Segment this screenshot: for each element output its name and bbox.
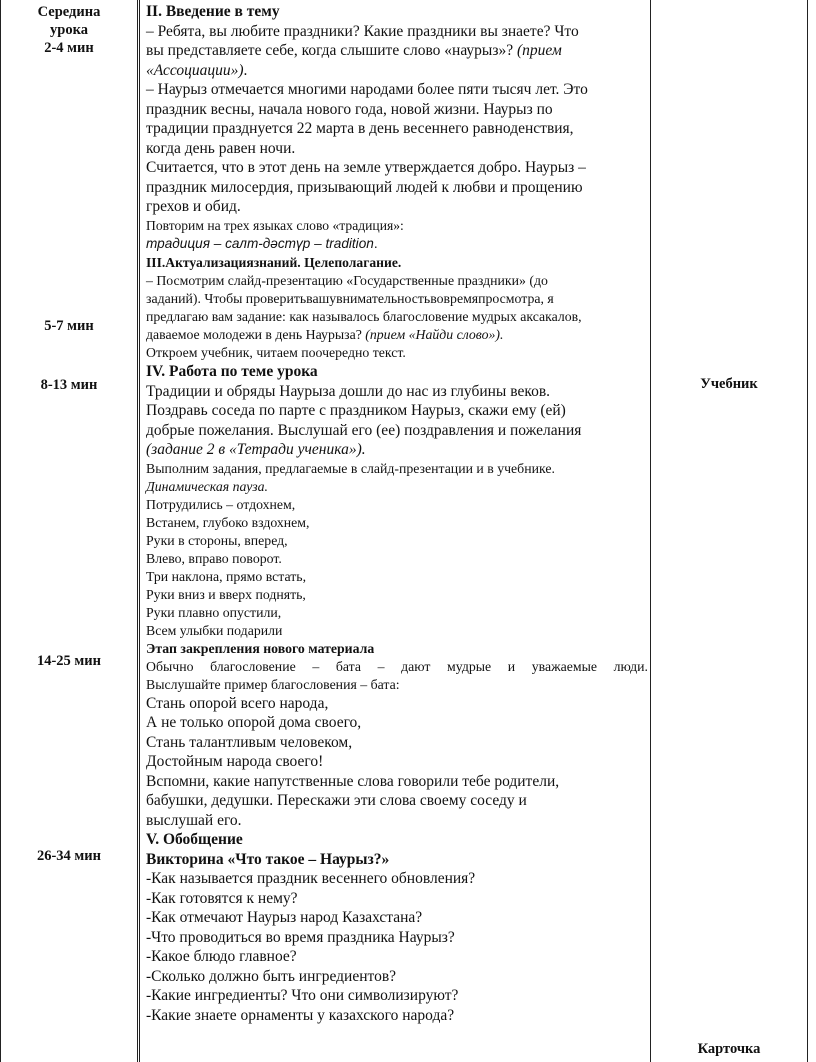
- text-line: (задание 2 в «Тетради ученика»).: [146, 441, 366, 458]
- section-heading-consolidation: Этап закрепления нового материала: [146, 640, 375, 656]
- quiz-question: -Какие знаете орнаменты у казахского народа?: [146, 1006, 455, 1024]
- text-line: Традиции и обряды Наурыза дошли до нас из глубины веков.: [146, 382, 551, 400]
- poem-line: Потрудились – отдохнем,: [146, 496, 296, 512]
- text-line: предлагаю вам задание: как называлось благословение мудрых аксакалов,: [146, 309, 582, 324]
- stage-header: [2, 3, 136, 57]
- quiz-question: -Сколько должно быть ингредиентов?: [146, 967, 397, 985]
- poem-line: Три наклона, прямо встать,: [146, 568, 307, 584]
- text-line: Обычно благословение – бата – дают мудрые и уважаемые люди.: [146, 658, 648, 674]
- blessing-line: Достойным народа своего!: [146, 753, 324, 770]
- text-line: Вспомни, какие напутственные слова говорили тебе родители,: [146, 772, 560, 790]
- section-heading-actualization: III.Актуализациязнаний. Целеполагание.: [146, 254, 402, 270]
- text-line: заданий). Чтобы проверитьвашувнимательностьвовремяпросмотра, я: [146, 291, 554, 306]
- quiz-question: -Как готовятся к нему?: [146, 889, 298, 907]
- text-line: Повторим на трех языках слово «традиция»:: [146, 217, 404, 233]
- table-border-left: [0, 0, 1, 1062]
- quiz-question: -Какое блюдо главное?: [146, 948, 297, 965]
- text-line: праздник весны, начала нового года, новой жизни. Наурыз по: [146, 100, 553, 118]
- text-line: добрые пожелания. Выслушай его (ее) поздравления и пожелания: [146, 421, 582, 439]
- text-line: Выполним задания, предлагаемые в слайд-презентации и в учебнике.: [146, 460, 555, 476]
- text-line: праздник милосердия, призывающий людей к любви и прощению: [146, 178, 583, 196]
- stage-time-1: 2-4 мин: [44, 40, 94, 56]
- section-heading-summary: V. Обобщение: [146, 831, 243, 848]
- poem-line: Встанем, глубоко вздохнем,: [146, 514, 310, 530]
- stage-time-5: 26-34 мин: [36, 848, 102, 864]
- resource-card: Карточка: [697, 1041, 761, 1057]
- poem-line: Руки плавно опустили,: [146, 604, 282, 620]
- blessing-line: Стань опорой всего народа,: [146, 694, 329, 712]
- text-line: – Посмотрим слайд-презентацию «Государственные праздники» (до: [146, 273, 548, 288]
- stage-time-3: 8-13 мин: [40, 377, 98, 393]
- text-line: – Ребята, вы любите праздники? Какие праздники вы знаете? Что: [146, 22, 579, 40]
- blessing-line: Стань талантливым человеком,: [146, 733, 353, 751]
- section-heading-intro: II. Введение в тему: [146, 3, 280, 20]
- quiz-question: -Как отмечают Наурыз народ Казахстана?: [146, 909, 423, 926]
- text-line: Поздравь соседа по парте с праздником Наурыз, скажи ему (ей): [146, 402, 566, 419]
- stage-title-line-2: урока: [50, 22, 88, 38]
- poem-line: Руки вниз и вверх поднять,: [146, 586, 306, 602]
- text-line: Откроем учебник, читаем поочередно текст.: [146, 345, 406, 360]
- poem-line: Всем улыбки подарили: [146, 622, 283, 638]
- text-line: даваемое молодежи в день Наурыза? (прием «Найди слово»).: [146, 327, 504, 342]
- quiz-question: -Что проводиться во время праздника Наурыз?: [146, 928, 455, 946]
- text-line: традиция – салт-дәстүр – tradition.: [146, 236, 378, 251]
- text-line: Выслушайте пример благословения – бата:: [146, 676, 400, 692]
- column-divider-1: [137, 0, 140, 1062]
- text-line: когда день равен ночи.: [146, 139, 296, 157]
- stage-title-line-1: Середина: [37, 4, 101, 20]
- text-line: Считается, что в этот день на земле утверждается добро. Наурыз –: [146, 159, 586, 176]
- quiz-title: Викторина «Что такое – Наурыз?»: [146, 850, 390, 868]
- text-line: грехов и обид.: [146, 198, 241, 215]
- quiz-question: -Как называется праздник весеннего обновления?: [146, 870, 476, 887]
- stage-time-4: 14-25 мин: [36, 653, 102, 669]
- blessing-line: А не только опорой дома своего,: [146, 714, 362, 731]
- poem-line: Руки в стороны, вперед,: [146, 532, 288, 548]
- section-heading-main-topic: IV. Работа по теме урока: [146, 363, 318, 380]
- text-line: «Ассоциации»).: [146, 61, 248, 79]
- text-line: – Наурыз отмечается многими народами более пяти тысяч лет. Это: [146, 81, 588, 98]
- table-border-right: [807, 0, 808, 1062]
- quiz-question: -Какие ингредиенты? Что они символизируют?: [146, 987, 459, 1004]
- text-line: традиции празднуется 22 марта в день весеннего равноденствия,: [146, 120, 574, 137]
- poem-line: Влево, вправо поворот.: [146, 550, 282, 566]
- resource-textbook: Учебник: [700, 376, 758, 392]
- column-divider-2: [650, 0, 651, 1062]
- text-line: бабушки, дедушки. Перескажи эти слова своему соседу и: [146, 792, 527, 809]
- stage-time-2: 5-7 мин: [44, 318, 94, 334]
- lesson-content: [146, 2, 648, 1025]
- text-line: выслушай его.: [146, 811, 242, 829]
- text-line: вы представляете себе, когда слышите слово «наурыз»? (прием: [146, 42, 562, 59]
- text-line: Динамическая пауза.: [146, 478, 268, 494]
